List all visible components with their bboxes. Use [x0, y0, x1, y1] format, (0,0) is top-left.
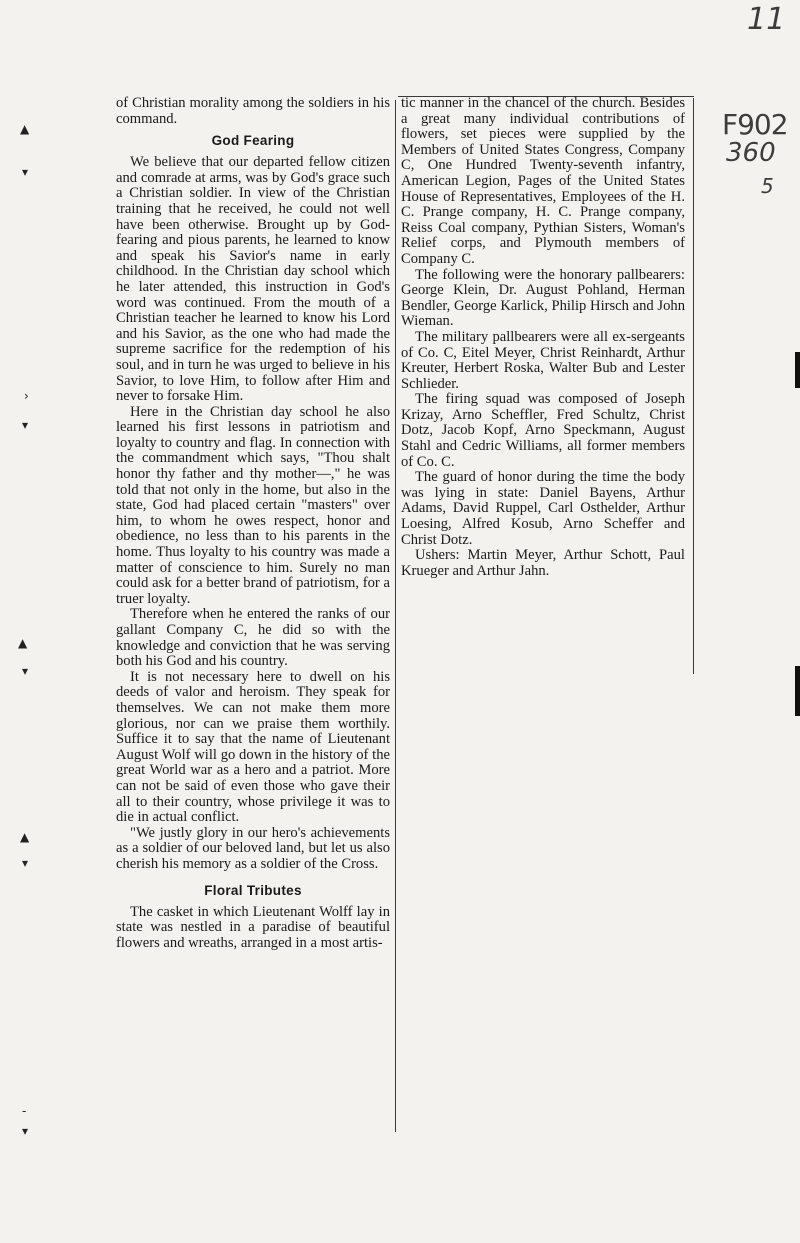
margin-mark: ▲ [20, 122, 30, 136]
paragraph: of Christian morality among the soldiers in his command. [116, 95, 390, 127]
paragraph: The guard of honor during the time the body was lying in state: Daniel Bayens, Arthur Adams, David Ruppel, Carl Osthelder, Arthur Loesing, Alfred Kosub, Arno Scheffer and Christ Dotz. [401, 469, 685, 548]
paragraph: The firing squad was composed of Joseph Krizay, Arno Scheffler, Fred Schultz, Christ Dotz, Jacob Kopf, Arno Speckmann, August Stahl and Cedric Williams, all former members of Co. C. [401, 391, 685, 470]
article-column-right [401, 96, 685, 579]
scan-edge-shadow [795, 352, 800, 388]
column-rule-middle [395, 100, 396, 1132]
section-heading: God Fearing [211, 133, 295, 149]
paragraph: It is not necessary here to dwell on his deeds of valor and heroism. They speak for themselves. We can not make them more glorious, nor can we praise them worthily. Suffice it to say that the name of Lieutenant August Wolf will go down in the history of the great World war as a hero and a patriot. More can not be said of even those who gave their all to their country, whose privilege it was to die in actual conflict. [116, 668, 390, 826]
margin-mark: ▾ [22, 418, 29, 432]
paragraph: The casket in which Lieutenant Wolff lay in state was nestled in a paradise of beautiful flowers and wreaths, arranged in a most artis- [116, 903, 390, 951]
paragraph: Here in the Christian day school he also learned his first lessons in patriotism and loyalty to country and flag. In connection with the commandment which says, "Thou shalt honor thy father and thy mother—," he was told that not only in the home, but also in the state, God had placed certain "masters" over him, to whom he owes respect, honor and obedience, no less than to his parents in the home. Thus loyalty to his country was made a matter of conscience to him. Surely no man could ask for a better brand of patriotism, for a truer loyalty. [116, 403, 390, 607]
handwritten-page-number: 11 [747, 2, 786, 37]
margin-mark: ▲ [18, 636, 28, 650]
margin-mark: ▾ [22, 664, 29, 678]
paragraph: The following were the honorary pallbearers: George Klein, Dr. August Pohland, Herman Bendler, George Karlick, Philip Hirsch and John Wieman. [401, 266, 685, 330]
margin-mark: ▾ [22, 1124, 29, 1138]
handwritten-code-top: F902 [722, 108, 788, 141]
paragraph: We believe that our departed fellow citizen and comrade at arms, was by God's grace such a Christian soldier. In view of the Christian training that he received, he could not well have been otherwise. Brought up by God-fearing and pious parents, he learned to know and speak his Savior's name in early childhood. In the Christian day school which he later attended, this instruction in God's word was continued. From the mouth of a Christian teacher he learned to know his Lord and his Savior, as the one who had made the supreme sacrifice for the redemption of his soul, and in turn he was urged to believe in his Savior, to love Him, to follow after Him and never to forsake Him. [116, 154, 390, 405]
section-heading: Floral Tributes [204, 882, 302, 898]
paragraph: tic manner in the chancel of the church. Besides a great many individual contributions of flowers, set pieces were supplied by the Members of United States Congress, Company C, One Hundred Twenty-seventh infantry, American Legion, Pages of the United States House of Representatives, Employees of the H. C. Prange company, H. C. Prange company, Reiss Coal company, Pythian Sisters, Woman's Relief corps, and Plymouth members of Company C. [401, 95, 685, 267]
paragraph: The military pallbearers were all ex-sergeants of Co. C, Eitel Meyer, Christ Reinhardt, Arthur Kreuter, Herbert Roska, Walter Bub and Lester Schlieder. [401, 328, 685, 392]
margin-mark: › [24, 389, 29, 403]
paragraph: "We justly glory in our hero's achievements as a soldier of our beloved land, but let us also cherish his memory as a soldier of the Cross. [116, 824, 390, 872]
column-rule-right [693, 98, 694, 674]
article-column-left [116, 96, 390, 951]
margin-mark: ▾ [22, 165, 29, 179]
paragraph: Therefore when he entered the ranks of our gallant Company C, he did so with the knowledge and conviction that he was serving both his God and his country. [116, 606, 390, 670]
margin-mark: - [22, 1104, 27, 1118]
paragraph: Ushers: Martin Meyer, Arthur Schott, Paul Krueger and Arthur Jahn. [401, 547, 685, 579]
handwritten-code-bottom: 5 [761, 174, 774, 198]
handwritten-code-mid: 360 [726, 138, 776, 168]
scan-edge-shadow [795, 666, 800, 716]
margin-mark: ▾ [22, 856, 29, 870]
margin-mark: ▲ [20, 830, 30, 844]
